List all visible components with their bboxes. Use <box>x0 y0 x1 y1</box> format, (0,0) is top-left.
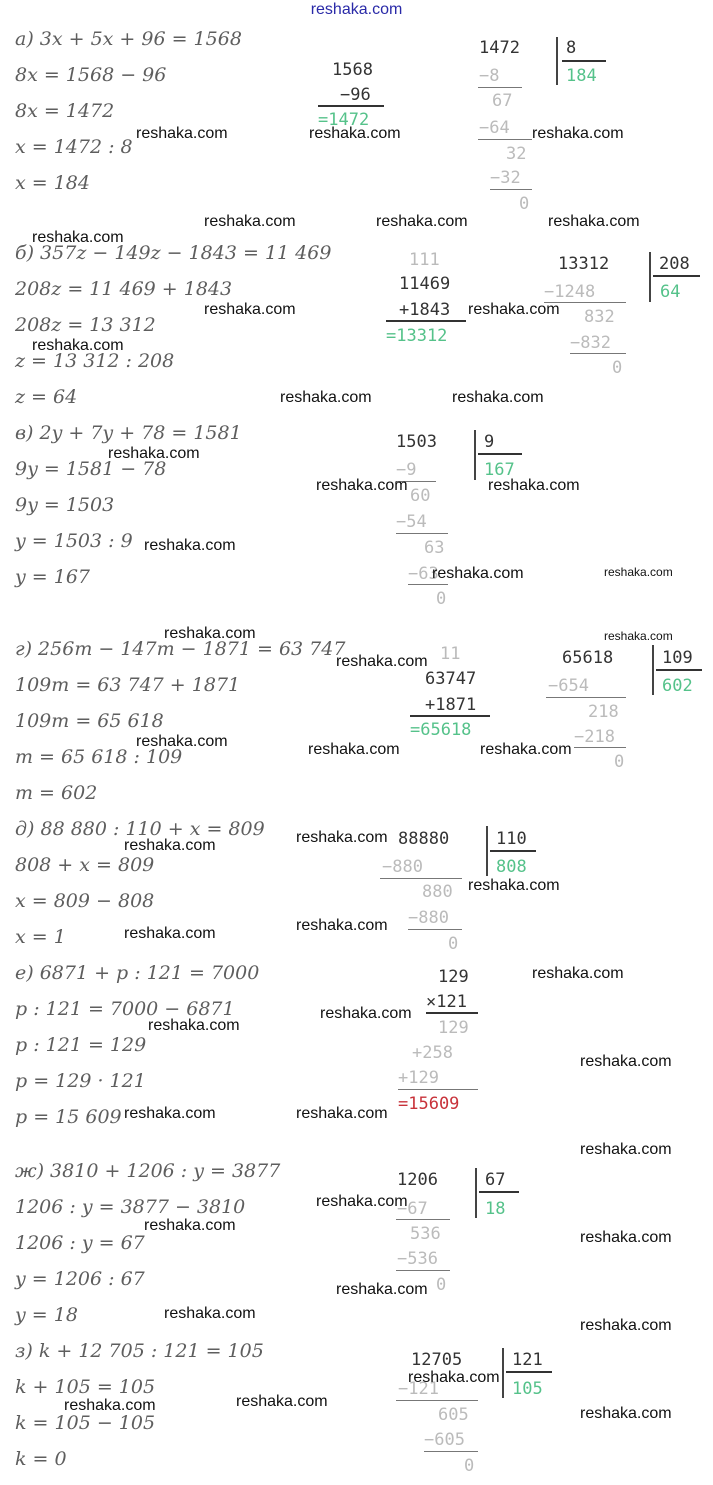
calc-d-divisor: 109 <box>662 648 693 668</box>
calc-g-divisor: 67 <box>485 1170 506 1190</box>
watermark: reshaka.com <box>580 1053 672 1070</box>
equation-line: ж) 3810 + 1206 : y = 3877 <box>15 1160 281 1182</box>
calc-h-s2: −605 <box>424 1430 465 1450</box>
calc-c-s3: −63 <box>408 564 439 584</box>
calc-d-carry: 11 <box>440 644 461 664</box>
watermark: reshaka.com <box>32 229 124 246</box>
calc-a-quotient: 184 <box>566 66 597 86</box>
calc-g-dividend: 1206 <box>397 1170 438 1190</box>
calc-a-result: =1472 <box>318 110 370 130</box>
equation-line: y = 1503 : 9 <box>15 530 133 552</box>
watermark: reshaka.com <box>488 477 580 494</box>
calc-g-r1-rule <box>396 1219 450 1220</box>
watermark: reshaka.com <box>136 125 228 142</box>
calc-b-rule <box>386 320 466 322</box>
calc-b-dividend: 13312 <box>558 254 610 274</box>
watermark: reshaka.com <box>580 1317 672 1334</box>
equation-line: 808 + x = 809 <box>15 854 155 876</box>
watermark: reshaka.com <box>408 1369 500 1386</box>
watermark: reshaka.com <box>548 213 640 230</box>
calc-a-divisor-rule <box>562 60 606 62</box>
calc-a-divisor: 8 <box>566 38 577 58</box>
calc-a-r2-rule <box>478 139 532 140</box>
watermark: reshaka.com <box>468 877 560 894</box>
watermark: reshaka.com <box>308 741 400 758</box>
calc-a-r2: 32 <box>506 144 527 164</box>
calc-b-operand: +1843 <box>399 300 451 320</box>
calc-c-quotient: 167 <box>484 460 515 480</box>
calc-h-r1: 605 <box>438 1405 469 1425</box>
watermark: reshaka.com <box>309 125 401 142</box>
equation-line: y = 1206 : 67 <box>15 1268 145 1290</box>
equation-line: k = 105 − 105 <box>15 1412 156 1434</box>
calc-f-p1: 129 <box>438 1018 469 1038</box>
calc-a-r3-rule <box>490 189 532 190</box>
calc-b-s2: −832 <box>570 333 611 353</box>
watermark: reshaka.com <box>64 1397 156 1414</box>
calc-e-divisor: 110 <box>496 829 527 849</box>
watermark: reshaka.com <box>148 1017 240 1034</box>
equation-line: p : 121 = 129 <box>15 1034 147 1056</box>
calc-c-r2: 63 <box>424 538 445 558</box>
calc-b-s1: −1248 <box>544 282 596 302</box>
calc-e-r2-rule <box>408 929 462 930</box>
calc-f-operand: ×121 <box>426 992 467 1012</box>
watermark: reshaka.com <box>336 653 428 670</box>
calc-f-result-rule <box>398 1089 478 1090</box>
calc-c-dividend: 1503 <box>396 432 437 452</box>
equation-line: z = 64 <box>15 386 78 408</box>
watermark: reshaka.com <box>32 337 124 354</box>
calc-b-result: =13312 <box>386 326 448 346</box>
calc-d-rule <box>410 715 490 717</box>
calc-h-quotient: 105 <box>512 1379 543 1399</box>
calc-d-s1: −654 <box>548 676 589 696</box>
calc-g-s2: −536 <box>397 1249 438 1269</box>
watermark: reshaka.com <box>376 213 468 230</box>
watermark: reshaka.com <box>124 1105 216 1122</box>
equation-line: x = 1472 : 8 <box>15 136 133 158</box>
equation-line: p = 15 609 <box>15 1106 122 1128</box>
calc-e-s2: −880 <box>408 908 449 928</box>
watermark: reshaka.com <box>580 1405 672 1422</box>
calc-e-dividend: 88880 <box>398 829 450 849</box>
equation-line: з) k + 12 705 : 121 = 105 <box>15 1340 264 1362</box>
watermark: reshaka.com <box>316 477 408 494</box>
calc-b-top: 11469 <box>399 274 451 294</box>
calc-a-operand: −96 <box>340 85 371 105</box>
calc-f-top: 129 <box>438 967 469 987</box>
calc-d-dividend: 65618 <box>562 648 614 668</box>
watermark: reshaka.com <box>532 965 624 982</box>
calc-g-quotient: 18 <box>485 1199 506 1219</box>
watermark: reshaka.com <box>136 733 228 750</box>
calc-b-r1: 832 <box>584 307 615 327</box>
calc-h-divisor-rule <box>506 1371 552 1373</box>
calc-d-r1: 218 <box>588 702 619 722</box>
calc-b-div-bar <box>649 252 651 302</box>
calc-e-div-bar <box>486 826 488 876</box>
watermark: reshaka.com <box>124 837 216 854</box>
calc-d-div-bar <box>652 645 654 695</box>
equation-line: в) 2y + 7y + 78 = 1581 <box>15 422 242 444</box>
calc-g-s1: −67 <box>397 1199 428 1219</box>
calc-c-s2: −54 <box>396 512 427 532</box>
watermark: reshaka.com <box>204 213 296 230</box>
calc-g-divisor-rule <box>479 1191 519 1193</box>
calc-b-r2-rule <box>570 353 626 354</box>
calc-a-r1-rule <box>478 87 522 88</box>
calc-b-carry: 111 <box>409 250 440 270</box>
calc-c-s1: −9 <box>396 460 417 480</box>
equation-line: k = 0 <box>15 1448 67 1470</box>
calc-d-divisor-rule <box>656 669 702 671</box>
watermark: reshaka.com <box>296 829 388 846</box>
watermark: reshaka.com <box>432 565 524 582</box>
calc-c-r3: 0 <box>436 589 447 609</box>
calc-d-s2: −218 <box>574 727 615 747</box>
calc-d-result: =65618 <box>410 720 472 740</box>
equation-line: 109m = 65 618 <box>15 710 164 732</box>
calc-f-rule <box>426 1012 478 1014</box>
watermark: reshaka.com <box>144 537 236 554</box>
watermark: reshaka.com <box>316 1193 408 1210</box>
calc-e-r1-rule <box>380 878 462 879</box>
watermark: reshaka.com <box>280 389 372 406</box>
watermark: reshaka.com <box>604 629 673 643</box>
calc-c-divisor: 9 <box>484 432 495 452</box>
calc-g-r1: 536 <box>410 1224 441 1244</box>
calc-e-quotient: 808 <box>496 857 527 877</box>
calc-c-r3-rule <box>408 584 448 585</box>
calc-a-s2: −64 <box>479 118 510 138</box>
calc-e-r2: 0 <box>448 934 459 954</box>
watermark: reshaka.com <box>296 917 388 934</box>
equation-line: y = 167 <box>15 566 90 588</box>
calc-a-s3: −32 <box>490 168 521 188</box>
watermark: reshaka.com <box>124 925 216 942</box>
calc-d-r2-rule <box>574 747 626 748</box>
calc-c-r1: 60 <box>410 486 431 506</box>
watermark: reshaka.com <box>336 1281 428 1298</box>
calc-g-r2-rule <box>396 1270 450 1271</box>
equation-line: 8x = 1472 <box>15 100 115 122</box>
watermark: reshaka.com <box>480 741 572 758</box>
watermark: reshaka.com <box>452 389 544 406</box>
calc-d-top: 63747 <box>425 669 477 689</box>
calc-a-dividend: 1472 <box>479 38 520 58</box>
equation-line: 109m = 63 747 + 1871 <box>15 674 241 696</box>
equation-line: k + 105 = 105 <box>15 1376 156 1398</box>
watermark: reshaka.com <box>532 125 624 142</box>
equation-line: p = 129 · 121 <box>15 1070 146 1092</box>
calc-f-p2: +258 <box>412 1043 453 1063</box>
calc-c-div-bar <box>474 430 476 480</box>
calc-b-r2: 0 <box>612 358 623 378</box>
watermark: reshaka.com <box>144 1217 236 1234</box>
calc-g-r2: 0 <box>436 1275 447 1295</box>
calc-h-r1-rule <box>396 1400 478 1401</box>
watermark: reshaka.com <box>108 445 200 462</box>
calc-a-div-bar <box>556 37 558 85</box>
site-header[interactable]: reshaka.com <box>310 1 403 18</box>
calc-e-divisor-rule <box>490 850 536 852</box>
calc-b-divisor: 208 <box>659 254 690 274</box>
watermark: reshaka.com <box>164 1305 256 1322</box>
calc-h-r2-rule <box>424 1451 478 1452</box>
equation-line: е) 6871 + p : 121 = 7000 <box>15 962 260 984</box>
calc-h-divisor: 121 <box>512 1350 543 1370</box>
watermark: reshaka.com <box>204 301 296 318</box>
equation-line: x = 184 <box>15 172 90 194</box>
equation-line: p : 121 = 7000 − 6871 <box>15 998 235 1020</box>
watermark: reshaka.com <box>236 1393 328 1410</box>
calc-f-p3: +129 <box>398 1068 439 1088</box>
calc-h-div-bar <box>502 1348 504 1398</box>
equation-line: 9y = 1581 − 78 <box>15 458 167 480</box>
calc-d-r1-rule <box>546 697 626 698</box>
equation-line: б) 357z − 149z − 1843 = 11 469 <box>15 242 332 264</box>
calc-g-div-bar <box>475 1168 477 1218</box>
watermark: reshaka.com <box>468 301 560 318</box>
calc-c-divisor-rule <box>478 453 522 455</box>
equation-line: 1206 : y = 67 <box>15 1232 145 1254</box>
equation-line: 1206 : y = 3877 − 3810 <box>15 1196 246 1218</box>
calc-a-s1: −8 <box>479 66 500 86</box>
calc-b-divisor-rule <box>653 275 700 277</box>
equation-line: x = 809 − 808 <box>15 890 155 912</box>
calc-h-s1: −121 <box>398 1379 439 1399</box>
calc-e-r1: 880 <box>422 882 453 902</box>
equation-line: 208z = 13 312 <box>15 314 156 336</box>
calc-a-r3: 0 <box>519 194 530 214</box>
watermark: reshaka.com <box>580 1141 672 1158</box>
watermark: reshaka.com <box>320 1005 412 1022</box>
calc-a-rule <box>318 105 384 107</box>
equation-line: 208z = 11 469 + 1843 <box>15 278 233 300</box>
calc-d-r2: 0 <box>614 752 625 772</box>
calc-f-result: =15609 <box>398 1094 460 1114</box>
watermark: reshaka.com <box>164 625 256 642</box>
watermark: reshaka.com <box>580 1229 672 1246</box>
equation-line: z = 13 312 : 208 <box>15 350 175 372</box>
calc-a-r1: 67 <box>492 91 513 111</box>
equation-line: y = 18 <box>15 1304 78 1326</box>
watermark: reshaka.com <box>604 565 673 579</box>
equation-line: m = 602 <box>15 782 98 804</box>
equation-line: г) 256m − 147m − 1871 = 63 747 <box>15 638 346 660</box>
equation-line: m = 65 618 : 109 <box>15 746 183 768</box>
equation-line: а) 3x + 5x + 96 = 1568 <box>15 28 242 50</box>
watermark: reshaka.com <box>296 1105 388 1122</box>
equation-line: 9y = 1503 <box>15 494 115 516</box>
calc-e-s1: −880 <box>382 857 423 877</box>
calc-a-top: 1568 <box>332 60 373 80</box>
calc-h-r2: 0 <box>464 1456 475 1476</box>
calc-h-dividend: 12705 <box>411 1350 463 1370</box>
calc-b-quotient: 64 <box>660 282 681 302</box>
equation-line: x = 1 <box>15 926 66 948</box>
calc-c-r2-rule <box>396 533 448 534</box>
calc-d-operand: +1871 <box>425 695 477 715</box>
equation-line: д) 88 880 : 110 + x = 809 <box>15 818 265 840</box>
calc-d-quotient: 602 <box>662 676 693 696</box>
equation-line: 8x = 1568 − 96 <box>15 64 167 86</box>
